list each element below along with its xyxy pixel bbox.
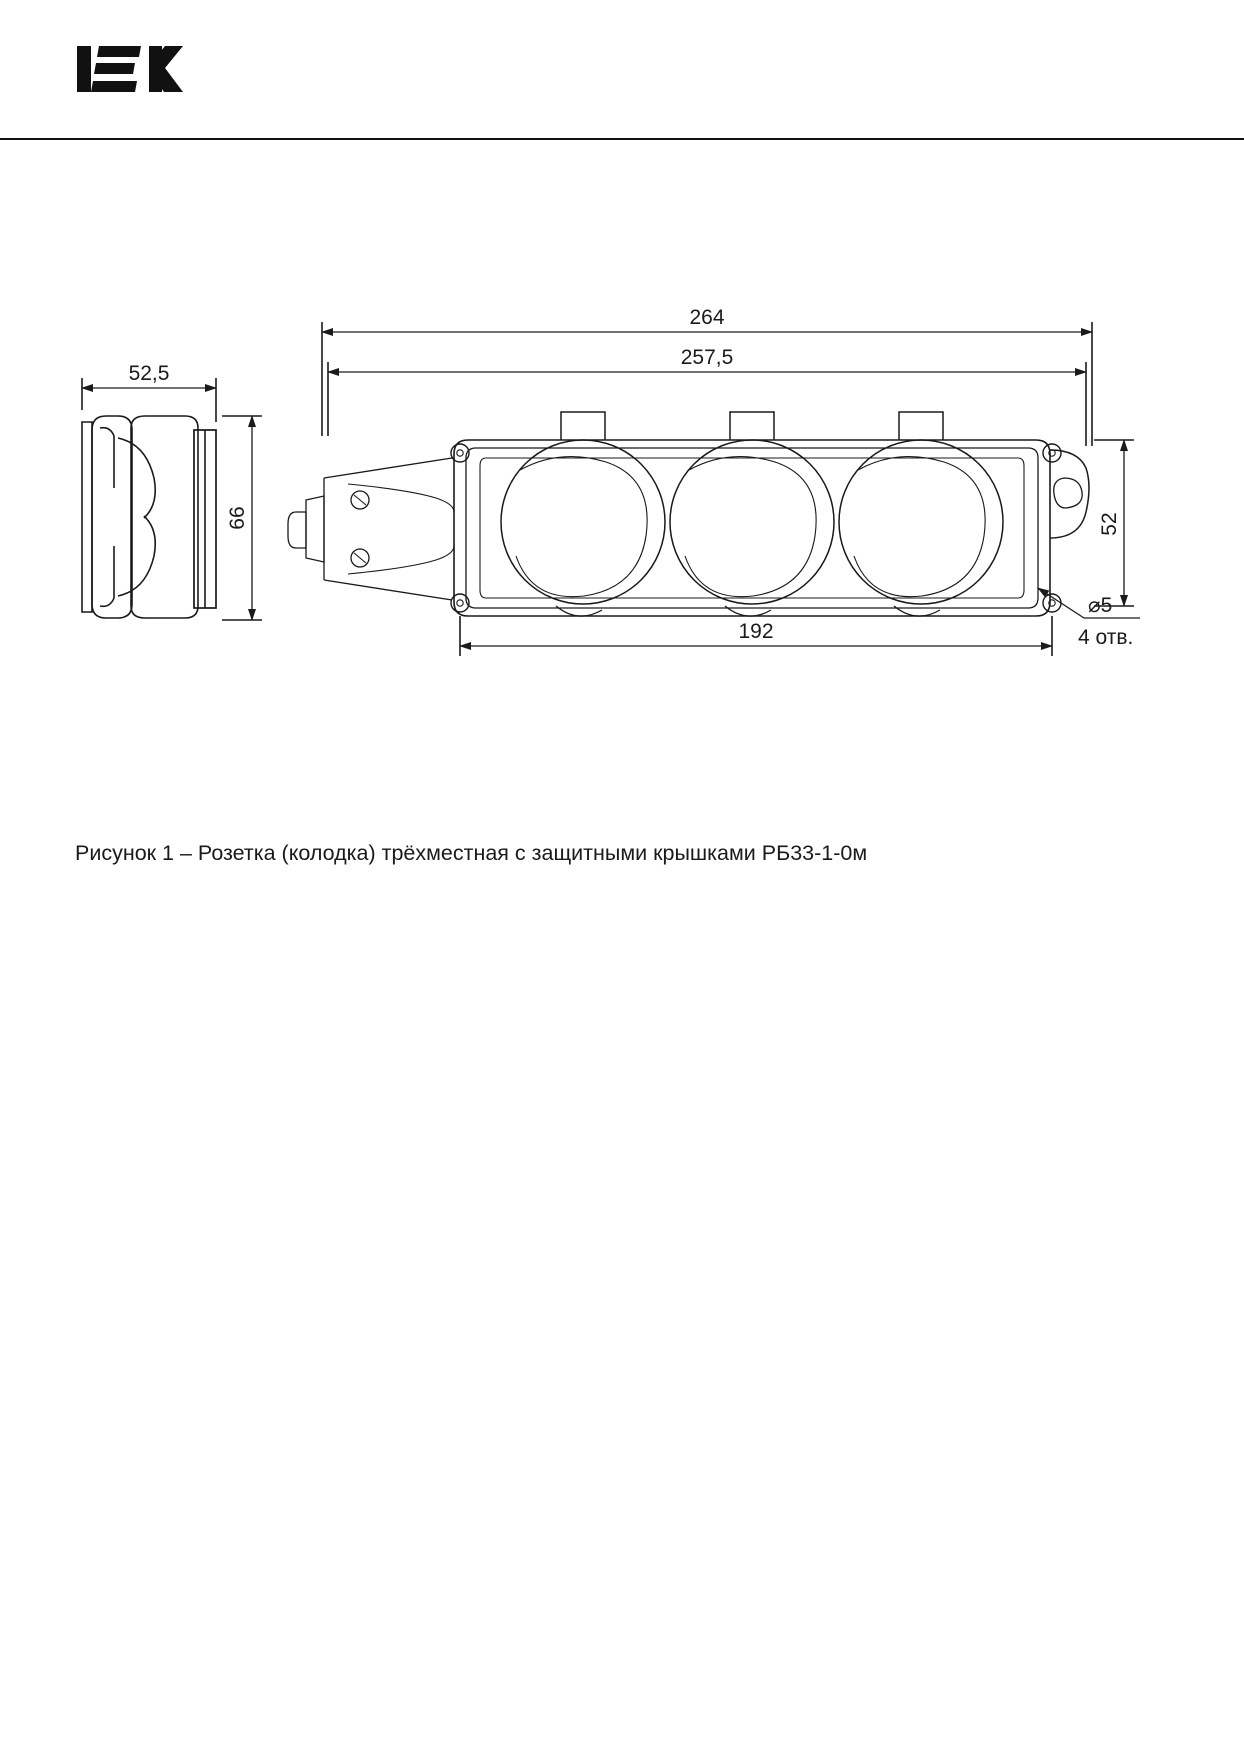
- dimension-height-side: [222, 416, 262, 620]
- dimension-body-height: [1094, 440, 1134, 606]
- note-hole-diameter: ⌀5: [1088, 594, 1113, 617]
- socket-outlet-1: [501, 412, 665, 616]
- dimension-body-length: [328, 346, 1086, 446]
- dim-label-66: 66: [226, 506, 249, 530]
- dim-label-192: 192: [738, 620, 774, 643]
- socket-outlet-2: [670, 412, 834, 616]
- figure-caption: Рисунок 1 – Розетка (колодка) трёхместная с защитными крышками РБ33-1-0м: [75, 841, 868, 865]
- technical-drawing: [0, 140, 1244, 920]
- dimension-overall-length: [322, 306, 1092, 446]
- note-hole-count: 4 отв.: [1078, 626, 1134, 649]
- drawing-canvas: [0, 140, 1244, 920]
- iek-logo-icon: [75, 38, 200, 100]
- socket-outlet-3: [839, 412, 1003, 616]
- dim-label-52-5: 52,5: [128, 362, 170, 385]
- side-view: [82, 416, 216, 618]
- dim-label-52: 52: [1098, 512, 1121, 536]
- dimension-width-side: [82, 362, 216, 422]
- dim-label-257-5: 257,5: [680, 346, 734, 369]
- page-header: [0, 0, 1244, 140]
- dimension-mount-hole-spacing: [460, 616, 1052, 656]
- dim-label-264: 264: [689, 306, 725, 329]
- top-view: [288, 412, 1089, 616]
